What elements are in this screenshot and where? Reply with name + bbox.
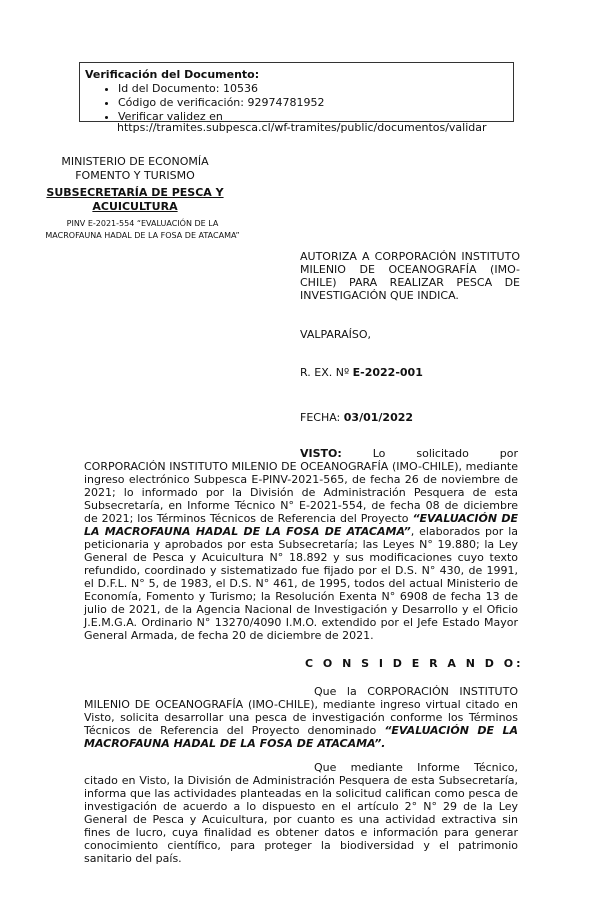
visto-paragraph bbox=[84, 447, 518, 642]
verification-list bbox=[80, 82, 508, 122]
pinv-line-1: PINV E-2021-554 “EVALUACIÓN DE LA bbox=[66, 219, 219, 228]
visto-label: VISTO: bbox=[300, 447, 342, 460]
visto-project: “EVALUACIÓN DE LA MACROFAUNA HADAL DE LA FOSA DE ATACAMA” bbox=[84, 512, 518, 538]
ministry-line-2: FOMENTO Y TURISMO bbox=[75, 169, 195, 182]
resolution-number bbox=[300, 366, 423, 379]
subsecretaria-name bbox=[30, 186, 240, 214]
resolution-place: VALPARAÍSO, bbox=[300, 328, 372, 341]
subsecretaria-line-1: SUBSECRETARÍA DE PESCA Y bbox=[46, 186, 224, 199]
resex-value: E-2022-001 bbox=[352, 366, 423, 379]
resolution-subject: AUTORIZA A CORPORACIÓN INSTITUTO MILENIO DE OCEANOGRAFÍA (IMO-CHILE) PARA REALIZAR PESCA DE INVESTIGACIÓN QUE INDICA. bbox=[300, 250, 520, 302]
verification-box bbox=[79, 62, 514, 122]
date-value: 03/01/2022 bbox=[343, 411, 414, 424]
considerando-p1-text: Que la CORPORACIÓN INSTITUTO MILENIO DE OCEANOGRAFÍA (IMO-CHILE), mediante ingreso virtual citado en Visto, solicita desarrollar una pesca de investigación conforme los Términos Técnicos de Referencia del Proyecto denominado bbox=[84, 685, 518, 737]
considerando-heading: C O N S I D E R A N D O: bbox=[305, 657, 524, 670]
considerando-p1-project: “EVALUACIÓN DE LA MACROFAUNA HADAL DE LA FOSA DE ATACAMA”. bbox=[84, 724, 518, 750]
considerando-paragraph-1 bbox=[84, 685, 518, 750]
visto-text-b: , elaborados por la peticionaria y aprobados por esta Subsecretaría; las Leyes N° 19.880; la Ley General de Pesca y Acuicultura N° 18.892 y sus modificaciones cuyo texto refundido, coordinado y sistematizado fue fijado por el D.S. N° 430, de 1991, el D.F.L. N° 5, de 1983, el D.S. N° 461, de 1995, todos del actual Ministerio de Economía, Fomento y Turismo; la Resolución Exenta N° 6908 de fecha 13 de julio de 2021, de la Agencia Nacional de Investigación y Desarrollo y el Oficio J.E.M.G.A. Ordinario N° 13270/4090 I.M.O. extendido por el Jefe Estado Mayor General Armada, de fecha 20 de diciembre de 2021. bbox=[84, 525, 518, 642]
considerando-paragraph-2: Que mediante Informe Técnico, citado en Visto, la División de Administración Pesquera de esta Subsecretaría, informa que las actividades planteadas en la solicitud califican como pesca de investigación de acuerdo a lo dispuesto en el artículo 2° N° 29 de la Ley General de Pesca y Acuicultura, por cuanto es una actividad extractiva sin fines de lucro, cuya finalidad es obtener datos e información para generar conocimiento científico, para proteger la biodiversidad y el patrimonio sanitario del país. bbox=[84, 761, 518, 865]
verification-doc-id: • Id del Documento: 10536 bbox=[118, 82, 508, 96]
verification-title: Verificación del Documento: bbox=[85, 68, 260, 81]
resolution-date bbox=[300, 411, 413, 424]
subsecretaria-line-2: ACUICULTURA bbox=[92, 200, 178, 213]
pinv-reference bbox=[30, 218, 255, 242]
visto-text-a: Lo solicitado por CORPORACIÓN INSTITUTO MILENIO DE OCEANOGRAFÍA (IMO-CHILE), mediante ingreso electrónico Subpesca E-PINV-2021-565, de fecha 26 de noviembre de 2021; lo informado por la División de Administración Pesquera de esta Subsecretaría, en Informe Técnico N° E-2021-554, de fecha 08 de diciembre de 2021; los Términos Técnicos de Referencia del Proyecto bbox=[84, 447, 518, 525]
ministry-name bbox=[30, 155, 240, 183]
ministry-line-1: MINISTERIO DE ECONOMÍA bbox=[61, 155, 209, 168]
pinv-line-2: MACROFAUNA HADAL DE LA FOSA DE ATACAMA” bbox=[45, 231, 240, 240]
resex-label: R. EX. Nº bbox=[300, 366, 353, 379]
date-label: FECHA: bbox=[300, 411, 344, 424]
verification-code: • Código de verificación: 92974781952 bbox=[118, 96, 508, 110]
verification-validate: • Verificar validez en bbox=[118, 110, 508, 122]
verification-url[interactable]: https://tramites.subpesca.cl/wf-tramites/public/documentos/validar bbox=[117, 121, 487, 134]
